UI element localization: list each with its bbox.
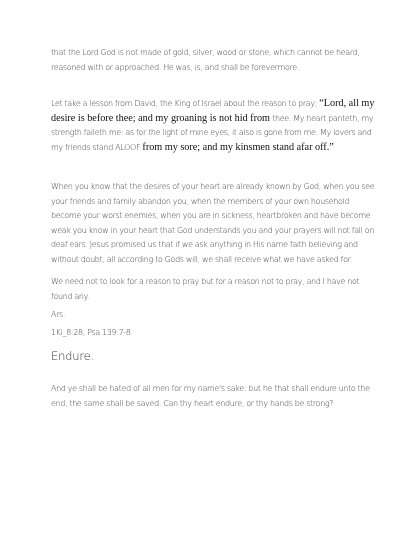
psalm-quote-start: “Lord, all my desire is before thee; and my groaning is not hid from bbox=[51, 98, 375, 124]
psalm-quote-continued: thee. My heart panteth, my strength faileth me: as for the light of mine eyes, it also is gone from me. My lovers and my friends stand ALOOF bbox=[51, 113, 374, 152]
paragraph-god-description: that the Lord God is not made of gold, silver, wood or stone, which cannot be heard, reasoned with or approached. He was, is, and shall be forevermore. bbox=[51, 48, 360, 72]
paragraph-david-prayer bbox=[51, 97, 381, 155]
psalm-quote-end: from my sore; and my kinsmen stand afar off.” bbox=[142, 141, 334, 153]
paragraph-endure: And ye shall be hated of all men for my name's sake: but he that shall endure unto the end, the same shall be saved. Can thy heart endure, or thy hands be strong? bbox=[51, 384, 370, 408]
paragraph-god-knows: When you know that the desires of your heart are already known by God, when you see your friends and family abandon you, when the members of your own household become your worst enemies, when you are in sickness, heartbroken and have become weak you know in your heart that God understands you and your prayers will not fall on deaf ears. Jesus promised us that if we ask anything in His name faith believing and without doubt, all according to Gods will, we shall receive what we have asked for. bbox=[51, 182, 375, 264]
signature-ars: Ars. bbox=[51, 310, 66, 319]
scripture-reference: 1Ki_8:28, Psa 139:7-8 bbox=[51, 328, 131, 337]
paragraph-reason-to-pray: We need not to look for a reason to pray but for a reason not to pray, and I have not found any. bbox=[51, 277, 360, 301]
section-heading-endure: Endure. bbox=[51, 349, 94, 363]
david-intro-text: Let take a lesson from David, the King of Israel about the reason to pray; bbox=[51, 99, 318, 108]
